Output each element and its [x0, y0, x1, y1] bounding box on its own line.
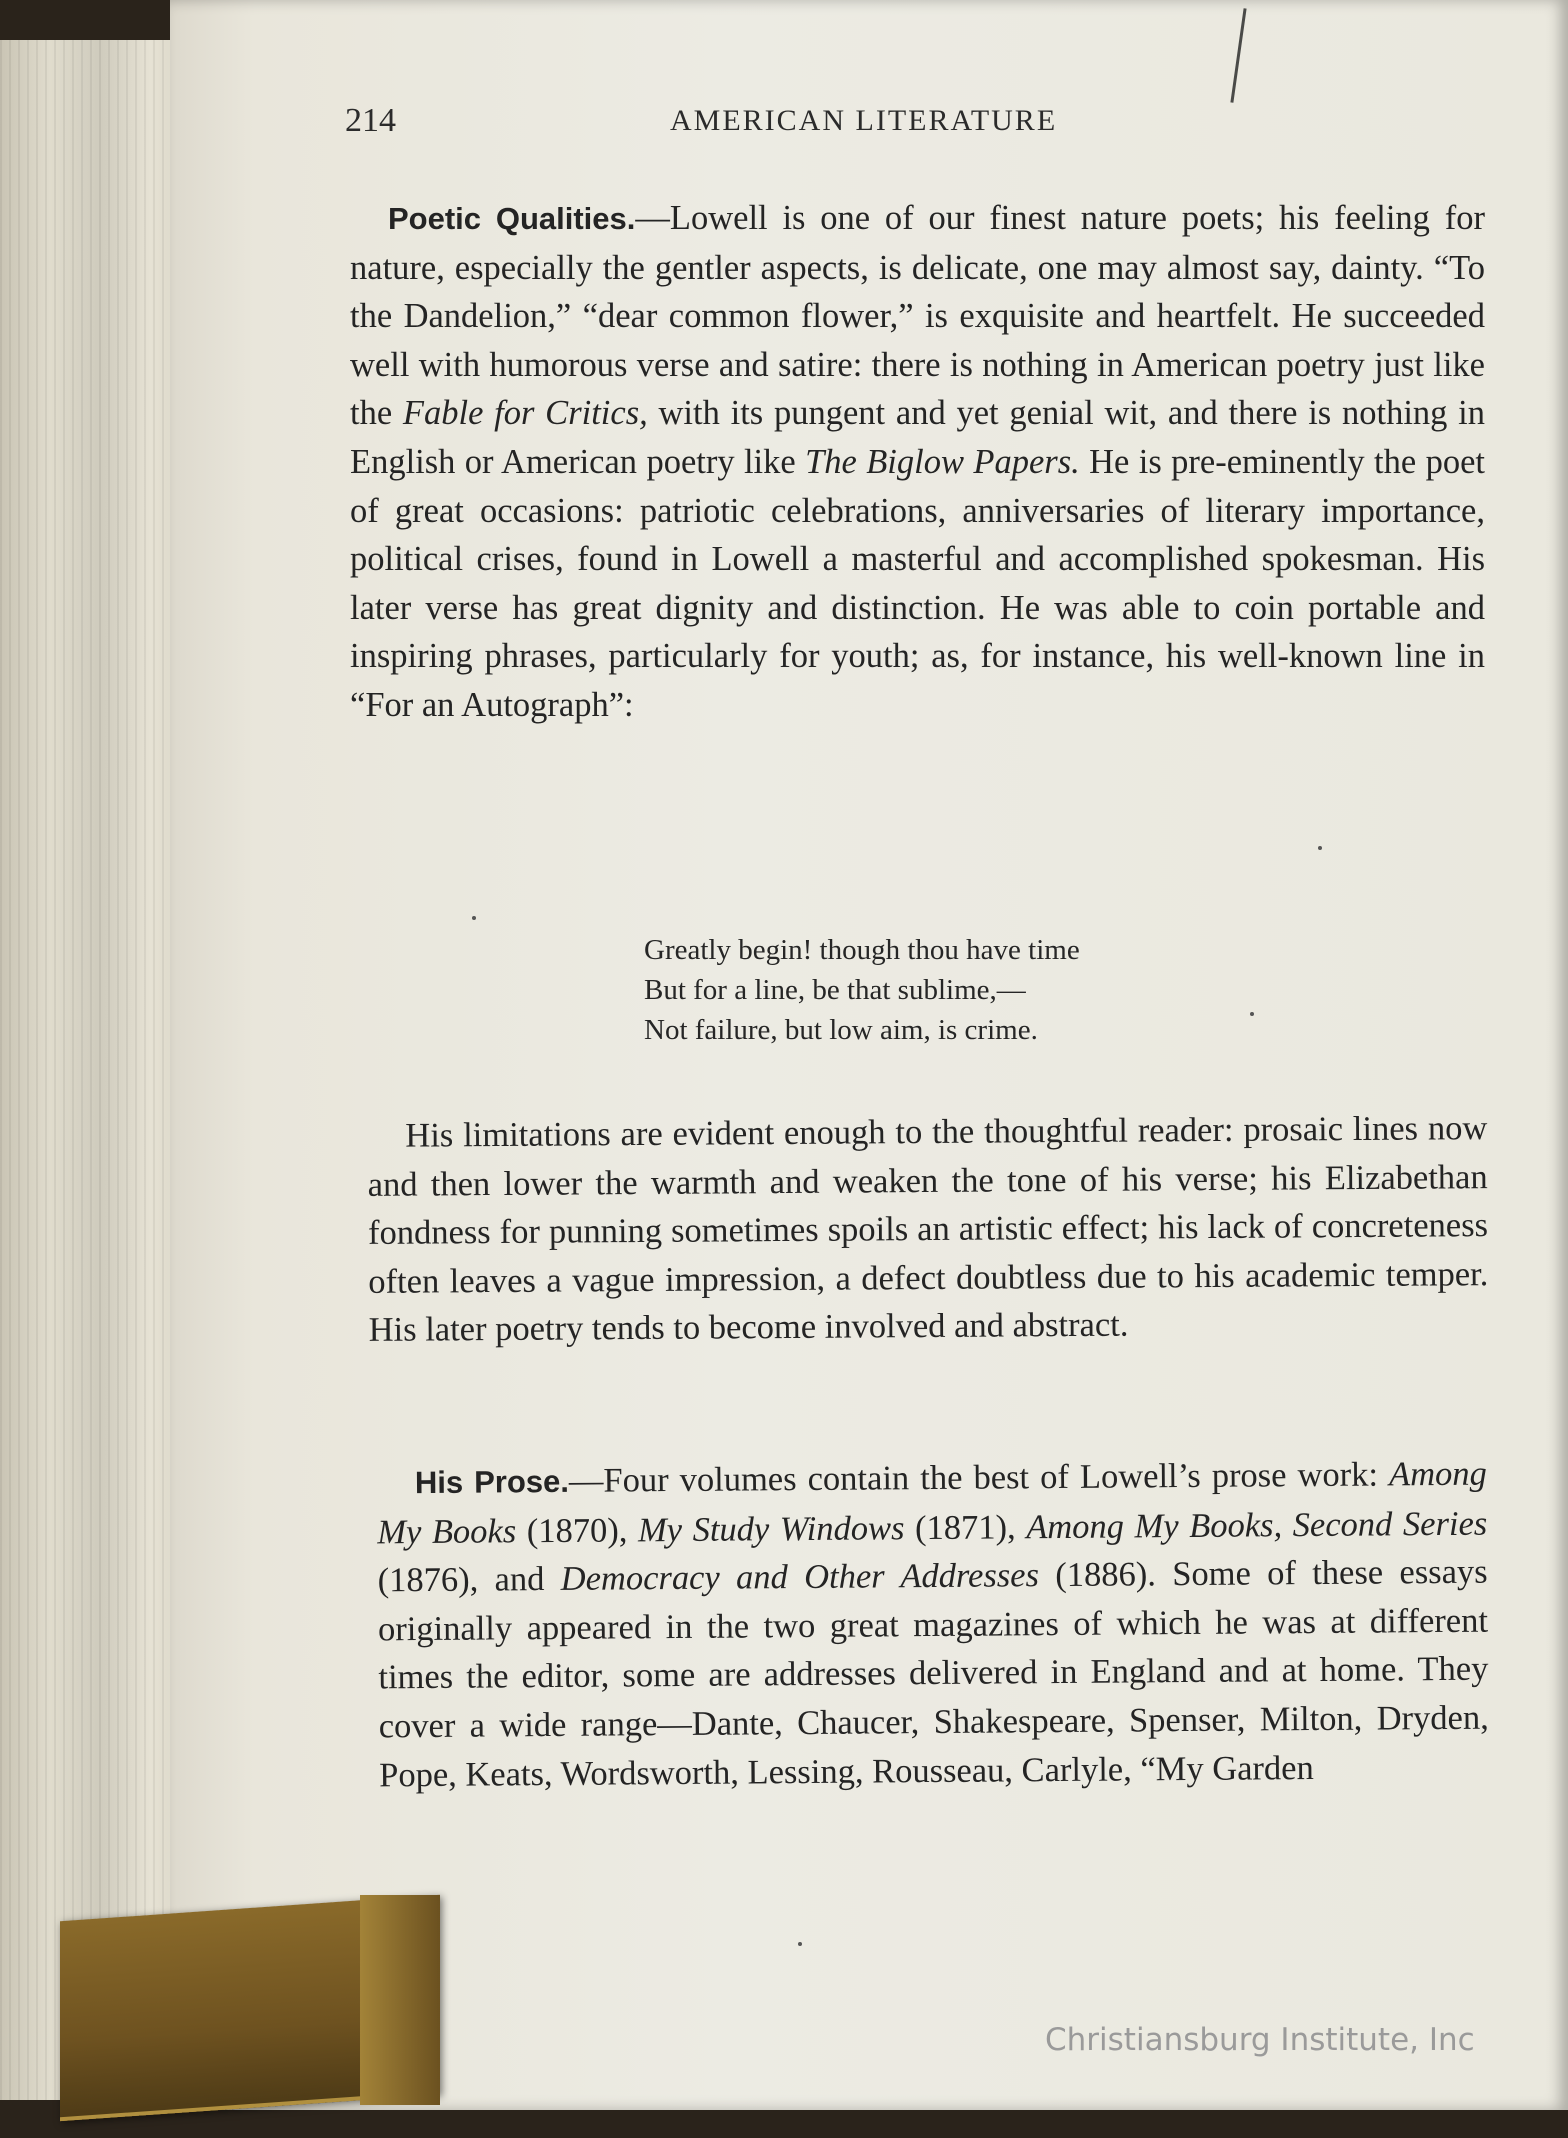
- paragraph-text: He is pre-eminently the poet of great occasions: patriotic celebrations, anniversaries of literary importance, political crises, found in Lowell a masterful and accomplished spokesman. His later verse has great dignity and distinction. He was able to coin portable and inspiring phrases, particularly for youth; as, for instance, his well-known line in “For an Autograph”:: [350, 442, 1485, 724]
- work-title: Fable for Critics,: [402, 394, 648, 433]
- section-heading-his-prose: His Prose.: [414, 1463, 570, 1501]
- book-title: Among My Books: [377, 1454, 1487, 1551]
- book-binding-edge: [360, 1895, 440, 2105]
- paragraph-his-prose: [377, 1450, 1490, 1800]
- paragraph-text: —Lowell is one of our finest nature poets; his feeling for nature, especially the gentler aspects, is delicate, one may almost say, dainty. “To the Dandelion,” “dear common flower,” is exquisite and heartfelt. He succeeded well with humorous verse and satire: there is nothing in American poetry just like the: [350, 199, 1485, 433]
- paragraph-text: (1876), and: [377, 1560, 561, 1600]
- page-speck: [1250, 1012, 1254, 1016]
- verse-line: Greatly begin! though thou have time: [644, 934, 1080, 966]
- page-speck: [1318, 846, 1322, 850]
- page-speck: [798, 1942, 802, 1946]
- book-title: Among My Books, Second Series: [1026, 1504, 1488, 1546]
- page-header: [345, 102, 1485, 142]
- book-title: My Study Windows: [637, 1508, 905, 1549]
- running-head: AMERICAN LITERATURE: [670, 104, 1058, 137]
- verse-quote: [644, 930, 1284, 1050]
- paragraph-text: His limitations are evident enough to the thoughtful reader: prosaic lines now and then lower the warmth and weaken the tone of his verse; his Elizabethan fondness for punning sometimes spoils an artistic effect; his lack of concreteness often leaves a vague impression, a defect doubtless due to his academic temper. His later poetry tends to become involved and abstract.: [367, 1109, 1489, 1350]
- paragraph-poetic-qualities: [350, 194, 1485, 730]
- paragraph-text: (1870),: [516, 1510, 639, 1550]
- verse-line: Not failure, but low aim, is crime.: [644, 1014, 1038, 1046]
- verse-line: But for a line, be that sublime,—: [644, 974, 1026, 1006]
- paragraph-text: (1871),: [904, 1507, 1027, 1547]
- watermark: Christiansburg Institute, Inc: [1045, 2022, 1475, 2058]
- paragraph-text: —Four volumes contain the best of Lowell’s prose work:: [568, 1455, 1390, 1500]
- paragraph-limitations: [367, 1104, 1489, 1355]
- page-speck: [472, 916, 476, 920]
- work-title: The Biglow Papers.: [805, 442, 1080, 481]
- paragraph-text: with its pungent and yet genial wit, and there is nothing in English or American poetry like: [350, 394, 1486, 481]
- book-title: Democracy and Other Addresses: [560, 1556, 1040, 1599]
- section-heading-poetic-qualities: Poetic Qualities.: [388, 201, 636, 236]
- page-number: 214: [345, 102, 396, 139]
- paragraph-text: (1886). Some of these essays originally appeared in the two great magazines of which he was at different times the editor, some are addresses delivered in England and at home. They cover a wide range—Dante, Chaucer, Shakespeare, Spenser, Milton, Dryden, Pope, Keats, Wordsworth, Lessing, Rousseau, Carlyle, “My Garden: [377, 1552, 1489, 1794]
